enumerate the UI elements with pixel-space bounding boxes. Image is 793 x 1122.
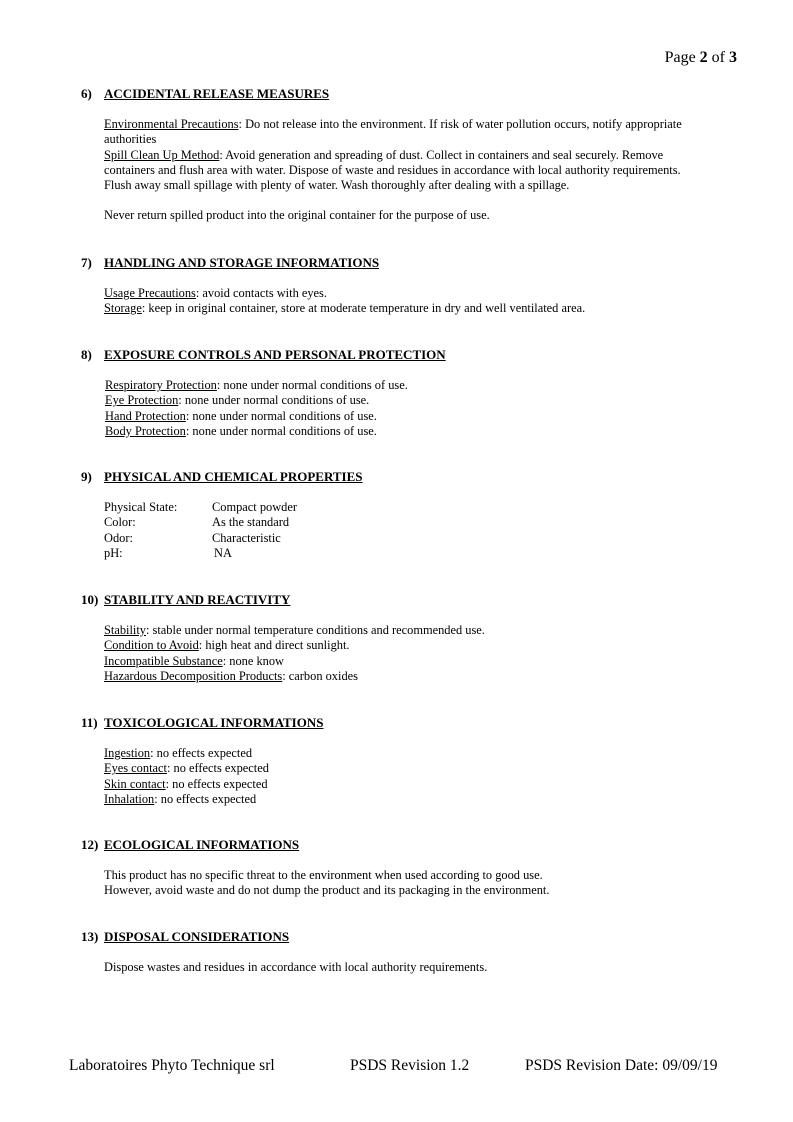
- section-title: 11) TOXICOLOGICAL INFORMATIONS: [81, 715, 324, 730]
- stability: Stability: stable under normal temperature conditions and recommended use.: [104, 623, 485, 637]
- section-body: This product has no specific threat to the environment when used according to good use. However, avoid waste and do not dump the product and its packaging in the environment.: [104, 868, 550, 898]
- skin-contact: Skin contact: no effects expected: [104, 776, 268, 791]
- hazardous-decomposition: Hazardous Decomposition Products: carbon oxides: [104, 668, 358, 683]
- never-return-note: Never return spilled product into the original container for the purpose of use.: [104, 208, 490, 223]
- section-body: [104, 117, 704, 224]
- eyes-contact: Eyes contact: no effects expected: [104, 761, 269, 776]
- property-row: Physical State: Compact powder: [104, 500, 297, 514]
- environmental-precautions: Environmental Precautions: Do not release into the environment. If risk of water pollution occurs, notify appropriate authorities: [104, 117, 682, 147]
- section-title: 9) PHYSICAL AND CHEMICAL PROPERTIES: [81, 469, 363, 484]
- section-title: 10) STABILITY AND REACTIVITY: [81, 592, 291, 607]
- ingestion: Ingestion: no effects expected: [104, 746, 253, 760]
- section-body: [105, 378, 715, 439]
- section-title: 12) ECOLOGICAL INFORMATIONS: [81, 837, 300, 852]
- property-row: Odor: Characteristic: [104, 530, 281, 545]
- property-row: pH: NA: [104, 545, 232, 560]
- respiratory-protection: Respiratory Protection: none under normal conditions of use.: [105, 378, 408, 392]
- footer-revision: PSDS Revision 1.2: [350, 1057, 470, 1074]
- condition-to-avoid: Condition to Avoid: high heat and direct sunlight.: [104, 638, 350, 653]
- section-title: 7) HANDLING AND STORAGE INFORMATIONS: [81, 255, 380, 270]
- spill-clean-up-method: Spill Clean Up Method: Avoid generation and spreading of dust. Collect in containers and seal securely. Remove containers and flush area with water. Dispose of waste and residues in accordance with local authority requirements. Flush away small spillage with plenty of water. Wash thoroughly after dealing with a spillage.: [104, 147, 681, 193]
- properties-table: [104, 500, 714, 561]
- body-protection: Body Protection: none under normal conditions of use.: [105, 423, 377, 438]
- property-row: Color: As the standard: [104, 515, 290, 530]
- section-body: Dispose wastes and residues in accordance with local authority requirements.: [104, 960, 488, 974]
- section-title: 6) ACCIDENTAL RELEASE MEASURES: [81, 86, 330, 101]
- section-title: 8) EXPOSURE CONTROLS AND PERSONAL PROTECTION: [81, 347, 446, 362]
- footer-revision-date: PSDS Revision Date: 09/09/19: [525, 1057, 718, 1074]
- inhalation: Inhalation: no effects expected: [104, 791, 257, 806]
- section-body: [104, 746, 714, 807]
- usage-precautions: Usage Precautions: avoid contacts with eyes.: [104, 286, 327, 300]
- section-body: [104, 623, 714, 684]
- page-number: Page 2 of 3: [664, 49, 737, 66]
- section-body: [104, 286, 714, 317]
- incompatible-substance: Incompatible Substance: none know: [104, 653, 284, 668]
- hand-protection: Hand Protection: none under normal conditions of use.: [105, 408, 377, 423]
- footer-company: Laboratoires Phyto Technique srl: [69, 1057, 275, 1074]
- eye-protection: Eye Protection: none under normal conditions of use.: [105, 393, 370, 408]
- storage: Storage: keep in original container, store at moderate temperature in dry and well ventilated area.: [104, 301, 586, 316]
- section-title: 13) DISPOSAL CONSIDERATIONS: [81, 929, 290, 944]
